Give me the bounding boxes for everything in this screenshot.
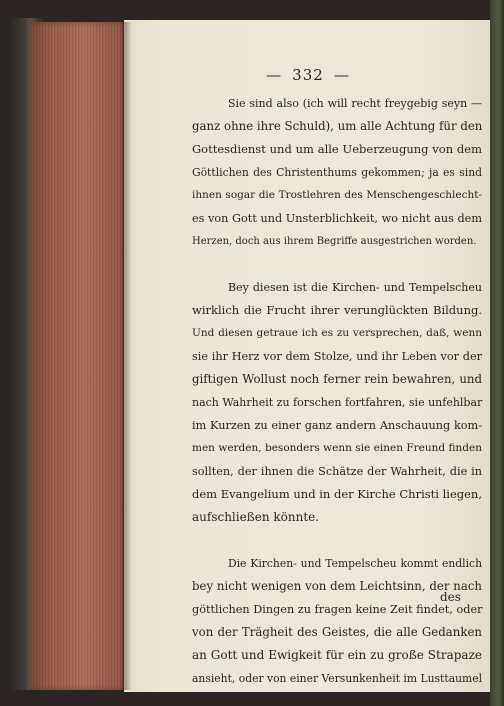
text-line: nach Wahrheit zu forschen fortfahren, sie unfehlbar — [192, 396, 483, 409]
text-line: Gottesdienst und um alle Ueberzeugung von dem — [192, 142, 482, 156]
text-line: Bey diesen ist die Kirchen- und Tempelscheu — [228, 281, 482, 294]
catchword: des — [440, 590, 461, 604]
text-line: Sie sind also (ich will recht freygebig seyn — — [228, 97, 482, 110]
text-line: ihnen sogar die Trostlehren des Menschengeschlecht- — [192, 189, 482, 201]
text-line: sie ihr Herz vor dem Stolze, und ihr Leben vor der — [192, 350, 482, 363]
text-line: ganz ohne ihre Schuld), um alle Achtung für den — [192, 119, 483, 133]
background-strip — [490, 0, 504, 706]
text-line: giftigen Wollust noch ferner rein bewahren, und — [192, 372, 482, 386]
text-line: Und diesen getraue ich es zu versprechen, daß, wenn — [192, 327, 482, 339]
text-line: wirklich die Frucht ihrer verunglückten Bildung. — [192, 303, 482, 317]
text-line: an Gott und Ewigkeit für ein zu große Strapaze — [192, 648, 482, 662]
text-line: göttlichen Dingen zu fragen keine Zeit findet, oder — [192, 603, 483, 616]
page-header — [124, 66, 492, 84]
page-edges — [30, 22, 128, 690]
paragraph-2 — [192, 276, 482, 529]
header-dash-right: — — [333, 66, 350, 84]
text-line: bey nicht wenigen von dem Leichtsinn, der nach — [192, 579, 482, 593]
text-line: aufschließen könnte. — [192, 510, 320, 524]
text-line: dem Evangelium und in der Kirche Christi liegen, — [192, 487, 482, 501]
header-dash-left: — — [266, 66, 283, 84]
text-line: es von Gott und Unsterblichkeit, wo nicht aus dem — [192, 212, 482, 225]
text-line: Die Kirchen- und Tempelscheu kommt endlich — [228, 557, 482, 570]
text-line: Göttlichen des Christenthums gekommen; ja es sind — [192, 166, 482, 179]
text-line: ansieht, oder von einer Versunkenheit im Lusttaumel — [192, 672, 483, 685]
paragraph-3 — [192, 552, 482, 690]
page-gutter — [122, 22, 132, 690]
text-line: sollten, der ihnen die Schätze der Wahrheit, die in — [192, 465, 482, 478]
paragraph-1 — [192, 92, 482, 253]
text-line: Herzen, doch aus ihrem Begriffe ausgestrichen worden. — [192, 236, 477, 247]
page-body — [192, 92, 482, 690]
text-line: von der Trägheit des Geistes, die alle Gedanken — [192, 625, 482, 639]
page-number: 332 — [292, 66, 324, 84]
text-line: im Kurzen zu einer ganz andern Anschauung kom- — [192, 419, 482, 432]
text-line: men werden, besonders wenn sie einen Freund finden — [192, 442, 482, 454]
